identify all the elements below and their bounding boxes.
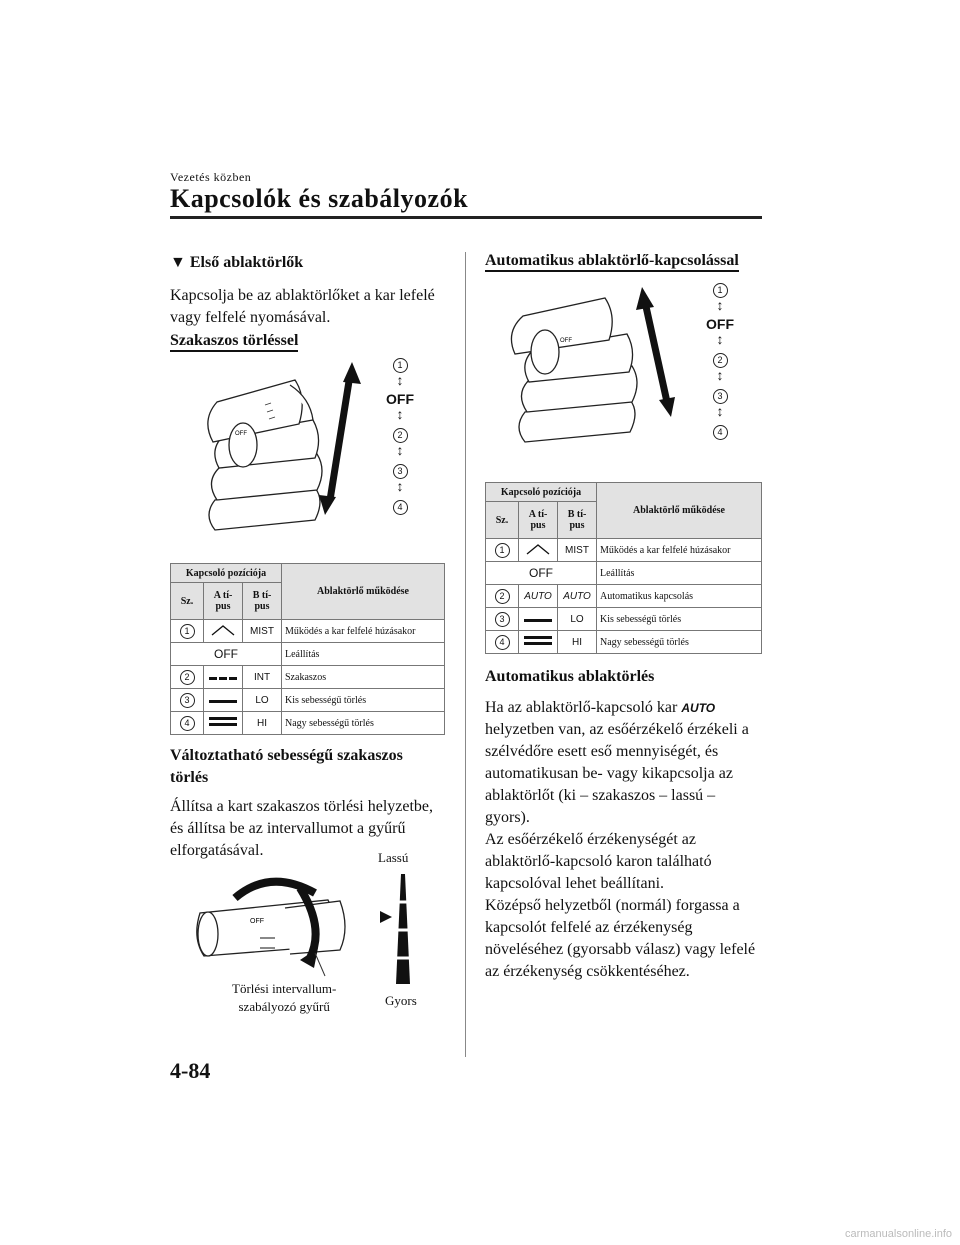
col-position: Kapcsoló pozíciója	[171, 564, 282, 583]
auto-text-line: automatikusan be- vagy kikapcsolja az	[485, 765, 733, 782]
auto-wiper-lever-figure	[505, 282, 725, 477]
ring-caption-line: szabályozó gyűrű	[238, 999, 330, 1014]
left-position-scale	[380, 355, 420, 515]
auto-text-line	[485, 697, 770, 719]
col-type-a: A tí-pus	[204, 583, 243, 620]
svg-text:OFF: OFF	[235, 431, 247, 437]
fast-label: Gyors	[385, 993, 417, 1008]
col-type-a: A tí-pus	[519, 502, 558, 539]
auto-text-line: az érzékenység csökkentéséhez.	[485, 963, 690, 980]
updown-arrow-icon: ↕	[396, 374, 404, 389]
position-1-label: 1	[713, 283, 728, 298]
column-divider	[465, 252, 466, 1057]
right-position-scale	[700, 280, 740, 440]
table-row	[486, 631, 762, 654]
variable-text-line: elforgatásával.	[170, 842, 264, 859]
row-number: 4	[180, 716, 195, 731]
operation-text: Leállítás	[282, 643, 445, 666]
operation-text: Kis sebességű törlés	[597, 608, 762, 631]
slow-label: Lassú	[378, 850, 409, 865]
type-b-value: INT	[243, 666, 282, 689]
row-number: 3	[495, 612, 510, 627]
mist-bend-icon	[210, 624, 236, 636]
auto-wiping-text	[485, 697, 770, 983]
table-row	[171, 643, 445, 666]
table-row	[171, 712, 445, 735]
position-2-label: 2	[393, 428, 408, 443]
single-bar-icon	[209, 700, 237, 703]
position-4-label: 4	[393, 500, 408, 515]
col-position: Kapcsoló pozíciója	[486, 483, 597, 502]
col-operation: Ablaktörlő működése	[282, 564, 445, 620]
type-a-value: AUTO	[519, 585, 558, 608]
table-row	[171, 666, 445, 689]
page-title: Kapcsolók és szabályozók	[170, 184, 469, 213]
svg-text:OFF: OFF	[560, 338, 572, 344]
type-b-value: MIST	[243, 620, 282, 643]
auto-text-line: kapcsolót felfelé az érzékenység	[485, 919, 693, 936]
intro-line: Kapcsolja be az ablaktörlőket a kar lefelé	[170, 287, 435, 304]
title-rule	[170, 216, 762, 219]
intro-line: vagy felfelé nyomásával.	[170, 309, 331, 326]
right-wiper-table	[485, 482, 762, 654]
auto-text-line: kapcsolóval lehet beállítani.	[485, 875, 665, 892]
position-off-label: OFF	[706, 316, 734, 332]
table-row	[171, 689, 445, 712]
position-3-label: 3	[393, 464, 408, 479]
auto-text-line: Ha az ablaktörlő-kapcsoló kar	[485, 699, 678, 716]
row-number: 3	[180, 693, 195, 708]
row-number: 1	[180, 624, 195, 639]
variable-text-line: Állítsa a kart szakaszos törlési helyzetbe,	[170, 798, 434, 815]
auto-text-line: Középső helyzetből (normál) forgassa a	[485, 897, 740, 914]
row-number: 2	[180, 670, 195, 685]
operation-text: Szakaszos	[282, 666, 445, 689]
col-no: Sz.	[171, 583, 204, 620]
type-b-value: HI	[558, 631, 597, 654]
double-bar-icon	[524, 636, 552, 645]
ring-caption-line: Törlési intervallum-	[232, 981, 337, 996]
watermark: carmanualsonline.info	[844, 1228, 952, 1240]
operation-text: Működés a kar felfelé húzásakor	[282, 620, 445, 643]
interval-ring-figure	[190, 868, 370, 978]
svg-text:OFF: OFF	[250, 918, 264, 925]
position-2-label: 2	[713, 353, 728, 368]
page-number: 4-84	[170, 1058, 211, 1083]
operation-text: Automatikus kapcsolás	[597, 585, 762, 608]
operation-text: Leállítás	[597, 562, 762, 585]
dash-icon	[209, 677, 237, 680]
mist-bend-icon	[525, 543, 551, 555]
updown-arrow-icon: ↕	[396, 480, 404, 495]
pointer-triangle-icon	[380, 910, 392, 928]
position-3-label: 3	[713, 389, 728, 404]
section-label: Vezetés közben	[170, 170, 252, 184]
variable-text-line: és állítsa be az intervallumot a gyűrű	[170, 820, 406, 837]
col-no: Sz.	[486, 502, 519, 539]
auto-text-line: ablaktörlőt (ki – szakaszos – lassú –	[485, 787, 716, 804]
row-number: 2	[495, 589, 510, 604]
double-bar-icon	[209, 717, 237, 726]
triangle-down-icon: ▼	[170, 254, 186, 271]
auto-switch-heading-text: Automatikus ablaktörlő-kapcsolással	[485, 252, 739, 272]
single-bar-icon	[524, 619, 552, 622]
table-row	[486, 585, 762, 608]
table-row	[171, 620, 445, 643]
type-b-value: HI	[243, 712, 282, 735]
front-wipers-heading-text: Első ablaktörlők	[189, 254, 304, 271]
intermittent-heading	[170, 332, 298, 350]
updown-arrow-icon: ↕	[716, 405, 724, 420]
operation-text: Nagy sebességű törlés	[282, 712, 445, 735]
col-type-b: B tí-pus	[558, 502, 597, 539]
position-4-label: 4	[713, 425, 728, 440]
table-row	[486, 608, 762, 631]
updown-arrow-icon: ↕	[396, 408, 404, 423]
type-b-value: LO	[558, 608, 597, 631]
auto-text-line: szélvédőre esett eső mennyiségét, és	[485, 743, 719, 760]
variable-text	[170, 796, 455, 862]
auto-text-line: Az esőérzékelő érzékenységét az	[485, 831, 696, 848]
col-type-b: B tí-pus	[243, 583, 282, 620]
intro-text	[170, 285, 450, 329]
row-number: 1	[495, 543, 510, 558]
auto-wiping-heading: Automatikus ablaktörlés	[485, 668, 655, 685]
auto-switch-heading	[485, 252, 739, 270]
updown-arrow-icon: ↕	[716, 299, 724, 314]
position-off-label: OFF	[386, 391, 414, 407]
row-number: 4	[495, 635, 510, 650]
variable-heading-line: törlés	[170, 769, 209, 786]
auto-symbol: AUTO	[681, 701, 716, 715]
table-row	[486, 539, 762, 562]
auto-text-line: növeléséhez (gyorsabb válasz) vagy lefelé	[485, 941, 756, 958]
ring-caption	[232, 980, 336, 1016]
intermittent-heading-text: Szakaszos törléssel	[170, 332, 298, 352]
variable-heading	[170, 745, 403, 789]
operation-text: Kis sebességű törlés	[282, 689, 445, 712]
auto-text-line: helyzetben van, az esőérzékelő érzékeli a	[485, 721, 749, 738]
updown-arrow-icon: ↕	[716, 333, 724, 348]
operation-text: Nagy sebességű törlés	[597, 631, 762, 654]
variable-heading-line: Változtatható sebességű szakaszos	[170, 747, 403, 764]
front-wipers-heading	[170, 254, 303, 272]
left-wiper-table	[170, 563, 445, 735]
position-1-label: 1	[393, 358, 408, 373]
auto-text-line: ablaktörlő-kapcsoló karon található	[485, 853, 712, 870]
type-b-value: MIST	[558, 539, 597, 562]
auto-text-line: gyors).	[485, 809, 530, 826]
col-operation: Ablaktörlő működése	[597, 483, 762, 539]
table-row	[486, 562, 762, 585]
type-b-value: AUTO	[558, 585, 597, 608]
off-value: OFF	[486, 562, 597, 585]
type-b-value: LO	[243, 689, 282, 712]
operation-text: Működés a kar felfelé húzásakor	[597, 539, 762, 562]
speed-wedge-scale	[396, 874, 410, 984]
off-value: OFF	[171, 643, 282, 666]
updown-arrow-icon: ↕	[716, 369, 724, 384]
updown-arrow-icon: ↕	[396, 444, 404, 459]
